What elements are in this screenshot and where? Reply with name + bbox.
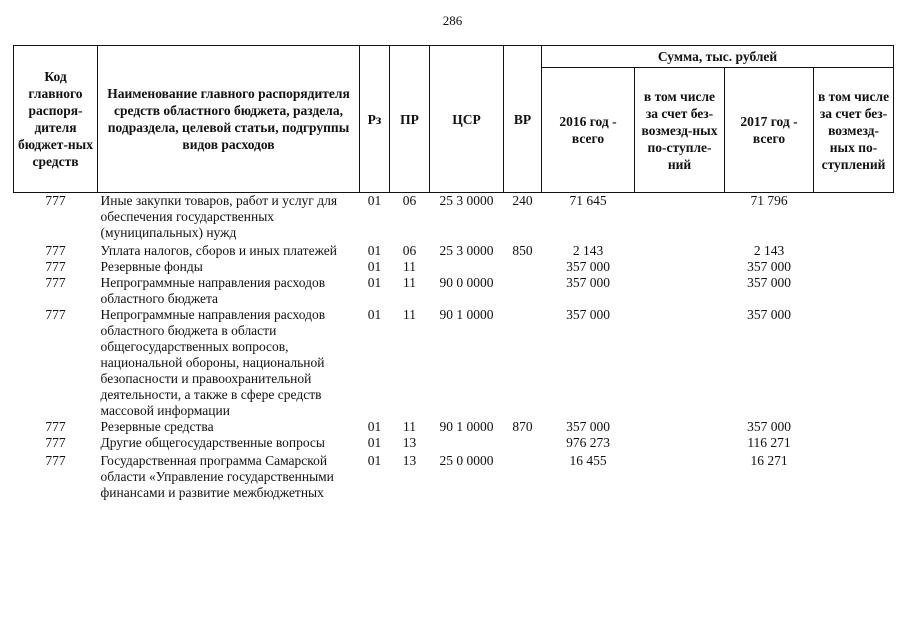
- cell-rz: 01: [367, 259, 382, 274]
- header-code: Код главного распоря-дителя бюджет-ных средств: [14, 46, 98, 193]
- header-2016-free: в том числе за счет без-возмезд-ных по-ступле-ний: [635, 68, 725, 193]
- cell-2016-free: [635, 193, 725, 242]
- cell-code: 777: [45, 259, 66, 274]
- cell-2016-free: [635, 259, 725, 275]
- cell-name: Другие общегосударственные вопросы: [100, 435, 325, 450]
- cell-code: 777: [45, 243, 66, 258]
- header-sum: Сумма, тыс. рублей: [542, 46, 894, 68]
- table-row: [14, 275, 894, 307]
- cell-2016-total: 71 645: [569, 193, 607, 208]
- cell-csr: 90 1 0000: [439, 419, 494, 434]
- cell-csr: 25 0 0000: [439, 453, 494, 468]
- cell-2016-total: 357 000: [566, 275, 610, 290]
- table-row: [14, 419, 894, 435]
- cell-2016-total: 357 000: [566, 259, 610, 274]
- header-2016-total: 2016 год - всего: [542, 68, 635, 193]
- cell-code: 777: [45, 307, 66, 322]
- table-row: [14, 435, 894, 451]
- cell-2017-free: [814, 243, 894, 259]
- cell-csr: 90 0 0000: [439, 275, 494, 290]
- cell-2017-total: 357 000: [747, 419, 791, 434]
- table-header: [14, 46, 894, 193]
- cell-2017-free: [814, 275, 894, 307]
- cell-pr: 11: [403, 275, 416, 290]
- cell-2016-free: [635, 275, 725, 307]
- cell-csr: [430, 435, 504, 451]
- header-name: Наименование главного распорядителя средств областного бюджета, раздела, подраздела, целевой статьи, подгруппы видов расходов: [98, 46, 360, 193]
- cell-vr: [504, 275, 542, 307]
- cell-2016-free: [635, 243, 725, 259]
- cell-pr: 11: [403, 259, 416, 274]
- cell-name: Непрограммные направления расходов областного бюджета в области общегосударственных вопросов, национальной обороны, национальной безопасности и правоохранительной деятельности, а также в сфере средств массовой информации: [100, 307, 326, 418]
- header-rz: Рз: [360, 46, 390, 193]
- cell-2017-free: [814, 435, 894, 451]
- cell-code: 777: [45, 419, 66, 434]
- cell-pr: 06: [402, 193, 417, 208]
- cell-2016-total: 2 143: [572, 243, 604, 258]
- cell-vr: [504, 435, 542, 451]
- header-2017-total: 2017 год - всего: [725, 68, 814, 193]
- cell-pr: 13: [402, 435, 417, 450]
- cell-2017-free: [814, 453, 894, 501]
- cell-2016-total: 976 273: [566, 435, 610, 450]
- cell-2017-total: 71 796: [750, 193, 788, 208]
- header-pr: ПР: [390, 46, 430, 193]
- cell-vr: 870: [512, 419, 533, 434]
- cell-name: Уплата налогов, сборов и иных платежей: [100, 243, 337, 258]
- cell-2017-free: [814, 259, 894, 275]
- cell-2017-total: 357 000: [747, 259, 791, 274]
- cell-rz: 01: [367, 419, 382, 434]
- cell-name: Резервные средства: [100, 419, 214, 434]
- cell-2017-free: [814, 193, 894, 242]
- table-row: [14, 243, 894, 259]
- table-row: [14, 193, 894, 242]
- page-number: 286: [442, 13, 463, 28]
- cell-rz: 01: [367, 193, 382, 208]
- cell-vr: [504, 259, 542, 275]
- cell-2016-total: 357 000: [566, 419, 610, 434]
- table-row: [14, 307, 894, 419]
- cell-2016-free: [635, 307, 725, 419]
- cell-name: Иные закупки товаров, работ и услуг для обеспечения государственных (муниципальных) нужд: [100, 193, 338, 240]
- cell-pr: 11: [403, 419, 416, 434]
- cell-vr: [504, 453, 542, 501]
- cell-code: 777: [45, 453, 66, 468]
- cell-2016-free: [635, 419, 725, 435]
- cell-2017-total: 357 000: [747, 307, 791, 322]
- budget-table: [13, 45, 894, 501]
- cell-code: 777: [45, 435, 66, 450]
- cell-rz: 01: [367, 307, 382, 322]
- cell-code: 777: [45, 193, 66, 208]
- cell-2016-free: [635, 453, 725, 501]
- cell-vr: 850: [512, 243, 533, 258]
- cell-vr: 240: [512, 193, 533, 208]
- cell-2017-free: [814, 419, 894, 435]
- cell-2016-total: 16 455: [569, 453, 607, 468]
- cell-pr: 06: [402, 243, 417, 258]
- cell-rz: 01: [367, 275, 382, 290]
- cell-vr: [504, 307, 542, 419]
- table-row: [14, 453, 894, 501]
- cell-csr: 90 1 0000: [439, 307, 494, 322]
- cell-rz: 01: [367, 435, 382, 450]
- cell-2017-total: 116 271: [747, 435, 791, 450]
- cell-pr: 11: [403, 307, 416, 322]
- cell-name: Государственная программа Самарской области «Управление государственными финансами и развитие межбюджетных: [100, 453, 334, 500]
- cell-csr: [430, 259, 504, 275]
- cell-2017-free: [814, 307, 894, 419]
- cell-2017-total: 357 000: [747, 275, 791, 290]
- cell-name: Резервные фонды: [100, 259, 203, 274]
- cell-pr: 13: [402, 453, 417, 468]
- cell-csr: 25 3 0000: [439, 193, 494, 208]
- cell-2016-free: [635, 435, 725, 451]
- header-vr: ВР: [504, 46, 542, 193]
- cell-csr: 25 3 0000: [439, 243, 494, 258]
- cell-2017-total: 16 271: [750, 453, 788, 468]
- cell-rz: 01: [367, 453, 382, 468]
- table-body: [14, 193, 894, 502]
- cell-rz: 01: [367, 243, 382, 258]
- header-2017-free: в том числе за счет без-возмезд-ных по-ступлений: [814, 68, 894, 193]
- cell-2017-total: 2 143: [753, 243, 785, 258]
- cell-code: 777: [45, 275, 66, 290]
- header-csr: ЦСР: [430, 46, 504, 193]
- table-row: [14, 259, 894, 275]
- cell-name: Непрограммные направления расходов областного бюджета: [100, 275, 326, 306]
- cell-2016-total: 357 000: [566, 307, 610, 322]
